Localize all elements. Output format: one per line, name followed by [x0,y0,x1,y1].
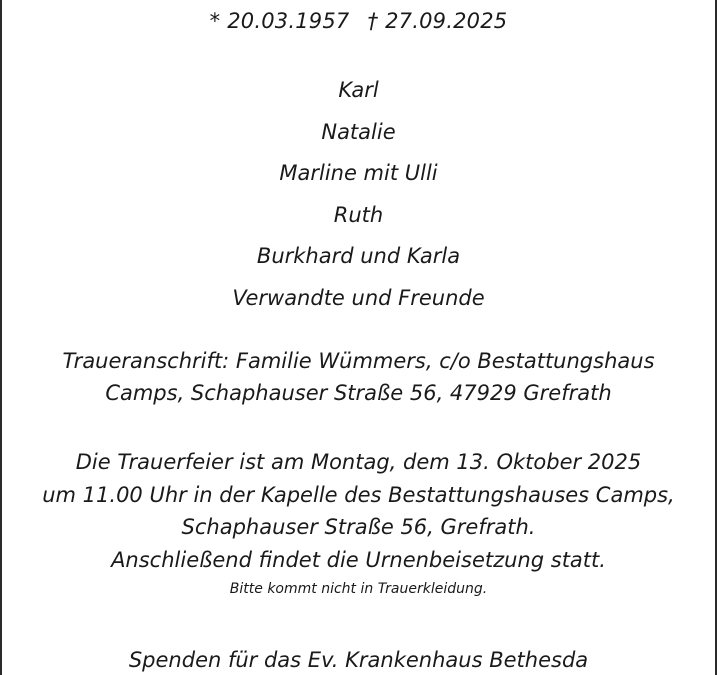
dress-code-note: Bitte kommt nicht in Trauerkleidung. [229,581,488,597]
death-date: † 27.09.2025 [367,9,508,33]
ceremony-line: Anschließend findet die Urnenbeisetzung statt. [111,547,606,572]
address-line: Camps, Schaphauser Straße 56, 47929 Grefrath [105,381,612,405]
mourner-name: Natalie [321,119,396,144]
address-line: Traueranschrift: Familie Wümmers, c/o Bestattungshaus [62,349,655,373]
mourning-address [2,345,715,409]
mourner-name: Ruth [333,202,384,227]
mourner-name: Karl [338,78,379,102]
ceremony-line: um 11.00 Uhr in der Kapelle des Bestattungshauses Camps, [42,482,675,507]
birth-date: * 20.03.1957 [209,9,350,33]
donations-line: Spenden für das Ev. Krankenhaus Bethesda [128,648,589,672]
donations-info [2,645,715,675]
funeral-ceremony-info [2,446,715,600]
mourner-name: Burkhard und Karla [256,244,461,268]
ceremony-line: Schaphauser Straße 56, Grefrath. [181,515,536,539]
ceremony-line: Die Trauerfeier ist am Montag, dem 13. Oktober 2025 [75,450,642,474]
life-dates [2,7,715,35]
mourner-name: Verwandte und Freunde [232,285,485,310]
mourner-list [2,70,715,319]
mourner-name: Marline mit Ulli [279,161,438,185]
